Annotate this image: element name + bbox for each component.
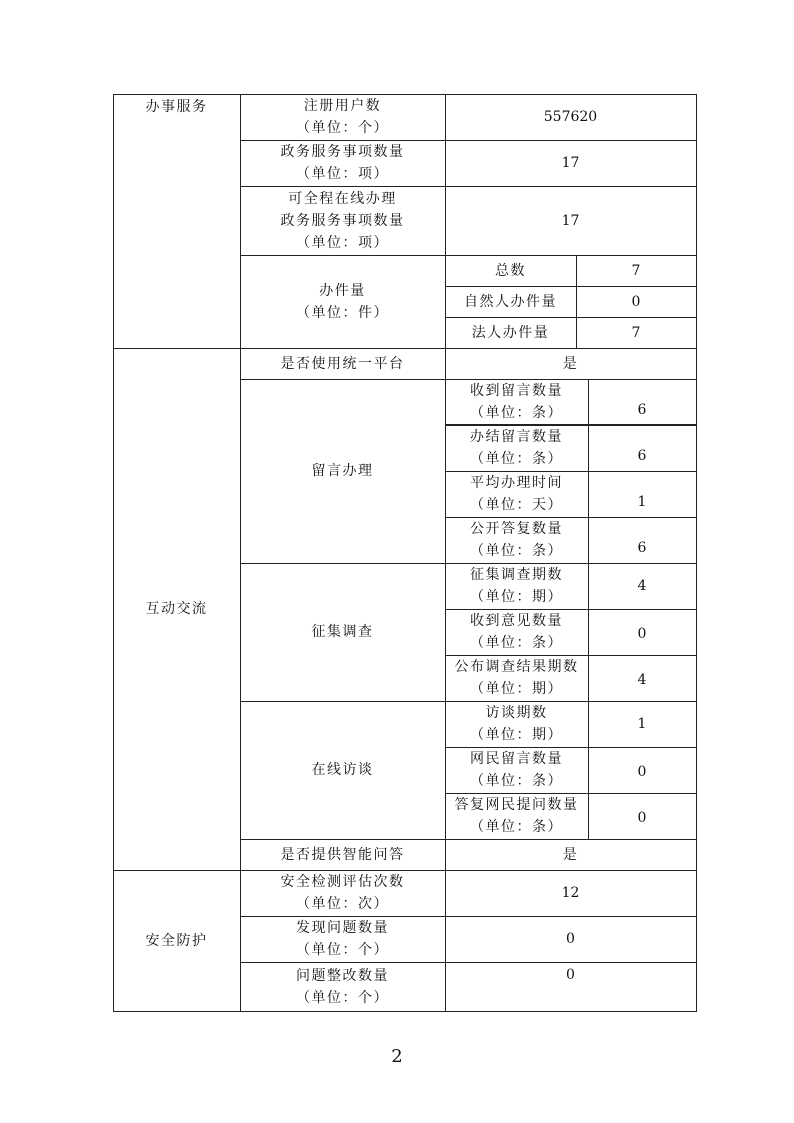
registered-users-value — [445, 94, 696, 140]
row-label: 办件量 — [319, 282, 366, 299]
interview-periods-label — [445, 701, 588, 747]
messages-group-label — [240, 379, 445, 563]
row-value: 1 — [637, 716, 647, 732]
opinions-received-value — [588, 609, 696, 659]
row-label: 答复网民提问数量 — [454, 797, 579, 813]
row-label: 法人办件量 — [471, 324, 550, 341]
cases-total-label — [445, 255, 576, 286]
row-value: 4 — [637, 672, 647, 688]
row-label: 办结留言数量 — [470, 429, 563, 445]
cases-natural-value — [576, 286, 696, 317]
row-unit: （单位：期） — [470, 727, 563, 743]
row-value: 0 — [566, 931, 575, 947]
page-number: 2 — [391, 1046, 403, 1067]
row-label: 访谈期数 — [485, 705, 548, 721]
issues-found-value — [445, 916, 696, 962]
row-unit: （单位：件） — [296, 304, 389, 321]
row-value: 17 — [561, 212, 580, 229]
cases-legal-value — [576, 317, 696, 348]
row-value: 1 — [637, 494, 647, 510]
survey-results-label — [445, 655, 588, 701]
public-reply-label — [445, 517, 588, 563]
row-label: 收到留言数量 — [470, 383, 563, 399]
row-value: 6 — [637, 448, 647, 464]
security-checks-value — [445, 870, 696, 916]
messages-received-label — [445, 379, 588, 425]
row-label: 网民留言数量 — [470, 751, 563, 767]
unified-platform-value — [445, 348, 696, 379]
row-value: 6 — [637, 540, 647, 556]
section-interaction — [113, 348, 240, 870]
row-value: 是 — [562, 846, 579, 863]
row-label: 收到意见数量 — [470, 613, 563, 629]
row-value: 6 — [637, 402, 647, 418]
row-label: 是否使用统一平台 — [280, 355, 405, 372]
row-value: 0 — [631, 293, 641, 310]
netizen-messages-label — [445, 747, 588, 793]
smart-qa-label — [240, 839, 445, 870]
survey-results-value — [588, 655, 696, 705]
row-unit: （单位：期） — [470, 589, 563, 605]
row-label: 征集调查期数 — [470, 567, 563, 583]
unified-platform-label — [240, 348, 445, 379]
row-unit: （单位：期） — [470, 681, 563, 697]
survey-periods-value — [588, 563, 696, 609]
row-value: 557620 — [543, 109, 598, 125]
row-value: 是 — [562, 355, 579, 372]
cases-label — [240, 255, 445, 348]
section-office-service — [113, 94, 240, 348]
row-unit: （单位：次） — [296, 896, 389, 912]
row-label: 政务服务事项数量 — [280, 212, 405, 229]
row-value: 7 — [631, 324, 641, 341]
row-label: 政务服务事项数量 — [280, 144, 405, 160]
netizen-answers-label — [445, 793, 588, 839]
netizen-answers-value — [588, 793, 696, 843]
row-label: 安全检测评估次数 — [280, 874, 405, 890]
survey-group-label — [240, 563, 445, 701]
row-unit: （单位：天） — [470, 497, 563, 513]
row-value: 4 — [637, 578, 647, 594]
row-label: 问题整改数量 — [296, 967, 389, 984]
row-label: 平均办理时间 — [470, 475, 563, 491]
issues-found-label — [240, 916, 445, 962]
row-unit: （单位：条） — [470, 451, 563, 467]
security-checks-label — [240, 870, 445, 916]
row-unit: （单位：个） — [296, 120, 389, 136]
online-items-label — [240, 186, 445, 255]
cases-total-value — [576, 255, 696, 286]
row-unit: （单位：条） — [470, 405, 563, 421]
row-label: 公布调查结果期数 — [454, 659, 579, 675]
row-value: 0 — [637, 764, 647, 780]
row-label: 发现问题数量 — [296, 920, 389, 936]
interview-group-label — [240, 701, 445, 839]
section-label: 安全防护 — [145, 932, 208, 949]
issues-fixed-label — [240, 962, 445, 1011]
row-value: 7 — [631, 262, 641, 279]
row-label: 总数 — [495, 262, 526, 279]
row-unit: （单位：项） — [296, 234, 389, 251]
group-label: 留言办理 — [311, 463, 374, 479]
row-value: 17 — [561, 155, 580, 171]
smart-qa-value — [445, 839, 696, 870]
group-label: 在线访谈 — [311, 762, 374, 778]
row-unit: （单位：条） — [470, 635, 563, 651]
online-items-value — [445, 186, 696, 255]
row-value: 0 — [637, 626, 647, 642]
section-label: 互动交流 — [145, 601, 208, 617]
row-label: 可全程在线办理 — [288, 190, 397, 207]
row-unit: （单位：条） — [470, 543, 563, 559]
section-security — [113, 870, 240, 1011]
service-items-label — [240, 140, 445, 186]
opinions-received-label — [445, 609, 588, 655]
row-unit: （单位：条） — [470, 819, 563, 835]
interview-periods-value — [588, 701, 696, 747]
row-value: 12 — [561, 885, 580, 901]
row-label: 自然人办件量 — [464, 293, 557, 310]
service-items-value — [445, 140, 696, 186]
row-label: 公开答复数量 — [470, 521, 563, 537]
avg-time-label — [445, 471, 588, 517]
messages-closed-label — [445, 425, 588, 471]
row-label: 是否提供智能问答 — [280, 846, 405, 863]
row-label: 注册用户数 — [303, 98, 382, 114]
row-unit: （单位：项） — [296, 166, 389, 182]
issues-fixed-value — [445, 962, 696, 1011]
group-label: 征集调查 — [311, 624, 374, 640]
row-value: 0 — [637, 810, 647, 826]
row-unit: （单位：个） — [296, 942, 389, 958]
row-unit: （单位：条） — [470, 773, 563, 789]
section-label: 办事服务 — [145, 99, 208, 115]
cases-legal-label — [445, 317, 576, 348]
survey-periods-label — [445, 563, 588, 609]
row-value: 0 — [566, 967, 575, 983]
cases-natural-label — [445, 286, 576, 317]
registered-users-label — [240, 94, 445, 140]
row-unit: （单位：个） — [296, 989, 389, 1006]
netizen-messages-value — [588, 747, 696, 797]
